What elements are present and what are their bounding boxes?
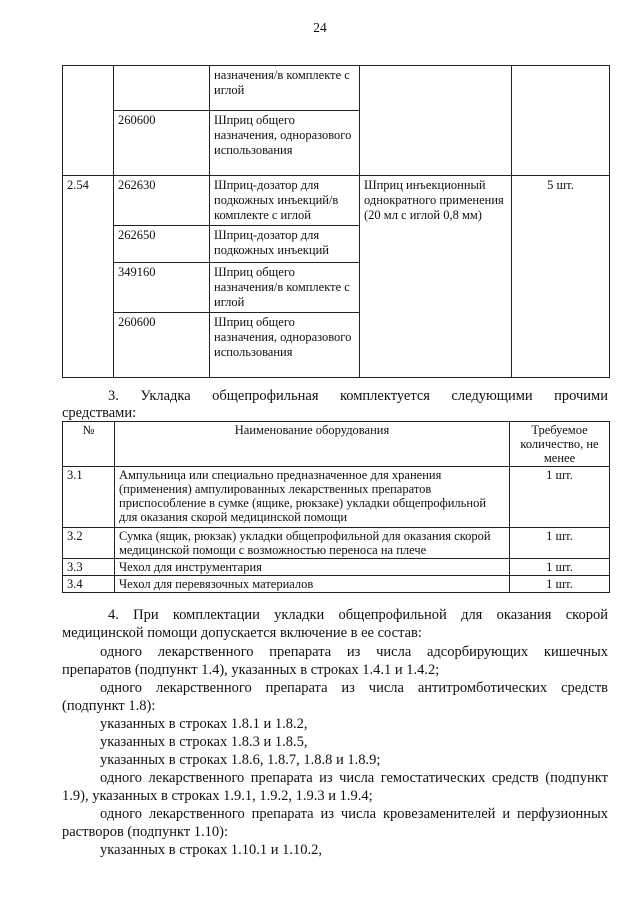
quantity-cell: 1 шт.	[510, 467, 610, 528]
name-cell: Шприц общего назначения, одноразового использования	[210, 111, 360, 176]
section4-line: (подпункт 1.8):	[62, 698, 156, 714]
code-cell: 262630	[114, 176, 210, 226]
section4-line: указанных в строках 1.8.3 и 1.8.5,	[100, 734, 308, 750]
code-cell: 262650	[114, 226, 210, 263]
section4-line: одного лекарственного препарата из числа адсорбирующих кишечных	[100, 644, 608, 660]
section4-line: одного лекарственного препарата из числа антитромботических средств	[100, 680, 608, 696]
name-cell: Шприц общего назначения/в комплекте с иглой	[210, 263, 360, 313]
table-row	[63, 576, 610, 593]
section4-line: указанных в строках 1.10.1 и 1.10.2,	[100, 842, 323, 858]
quantity-cell: 1 шт.	[510, 576, 610, 593]
spec-cell	[360, 66, 512, 176]
section4-line: растворов (подпункт 1.10):	[62, 824, 229, 840]
section4-line: медицинской помощи допускается включение в ее состав:	[62, 625, 422, 641]
section3-intro-continued: средствами:	[62, 405, 137, 421]
section4-line: 4. При комплектации укладки общепрофильной для оказания скорой	[108, 607, 608, 623]
column-header-name: Наименование оборудования	[115, 422, 510, 467]
table-row	[63, 528, 610, 559]
section4-line: указанных в строках 1.8.1 и 1.8.2,	[100, 716, 308, 732]
table-row	[63, 66, 610, 111]
row-number-cell: 3.1	[63, 467, 115, 528]
quantity-cell: 1 шт.	[510, 528, 610, 559]
code-cell	[114, 66, 210, 111]
name-cell: Чехол для перевязочных материалов	[115, 576, 510, 593]
name-cell: Шприц-дозатор для подкожных инъекций/в комплекте с иглой	[210, 176, 360, 226]
quantity-cell: 1 шт.	[510, 559, 610, 576]
table-row	[63, 467, 610, 528]
section4-line: указанных в строках 1.8.6, 1.8.7, 1.8.8 и 1.8.9;	[100, 752, 381, 768]
table-row	[63, 559, 610, 576]
column-header-number: №	[63, 422, 115, 467]
column-header-quantity: Требуемое количество, не менее	[510, 422, 610, 467]
row-number-cell	[63, 66, 114, 176]
name-cell: назначения/в комплекте с иглой	[210, 66, 360, 111]
row-number-cell: 3.3	[63, 559, 115, 576]
section4-line: препаратов (подпункт 1.4), указанных в строках 1.4.1 и 1.4.2;	[62, 662, 440, 678]
other-means-table	[62, 421, 610, 593]
code-cell: 349160	[114, 263, 210, 313]
name-cell: Шприц общего назначения, одноразового использования	[210, 313, 360, 378]
spec-cell: Шприц инъекционный однократного применения (20 мл с иглой 0,8 мм)	[360, 176, 512, 378]
row-number-cell: 3.2	[63, 528, 115, 559]
quantity-cell	[512, 66, 610, 176]
section3-intro: 3. Укладка общепрофильная комплектуется следующими прочими	[108, 388, 608, 404]
table-row	[63, 176, 610, 226]
section4-line: одного лекарственного препарата из числа кровезаменителей и перфузионных	[100, 806, 608, 822]
section4-line: 1.9), указанных в строках 1.9.1, 1.9.2, 1.9.3 и 1.9.4;	[62, 788, 373, 804]
name-cell: Чехол для инструментария	[115, 559, 510, 576]
section4-line: одного лекарственного препарата из числа гемостатических средств (подпункт	[100, 770, 608, 786]
quantity-cell: 5 шт.	[512, 176, 610, 378]
name-cell: Шприц-дозатор для подкожных инъекций	[210, 226, 360, 263]
equipment-table-continued	[62, 65, 610, 378]
row-number-cell: 2.54	[63, 176, 114, 378]
code-cell: 260600	[114, 111, 210, 176]
name-cell: Сумка (ящик, рюкзак) укладки общепрофильной для оказания скорой медицинской помощи с возможностью переноса на плече	[115, 528, 510, 559]
table-header-row	[63, 422, 610, 467]
name-cell: Ампульница или специально предназначенное для хранения (применения) ампулированных лекарственных препаратов приспособление в сумке (ящике, рюкзаке) укладки общепрофильной для оказания скорой медицинской помощи	[115, 467, 510, 528]
page-number: 24	[313, 20, 327, 35]
code-cell: 260600	[114, 313, 210, 378]
row-number-cell: 3.4	[63, 576, 115, 593]
